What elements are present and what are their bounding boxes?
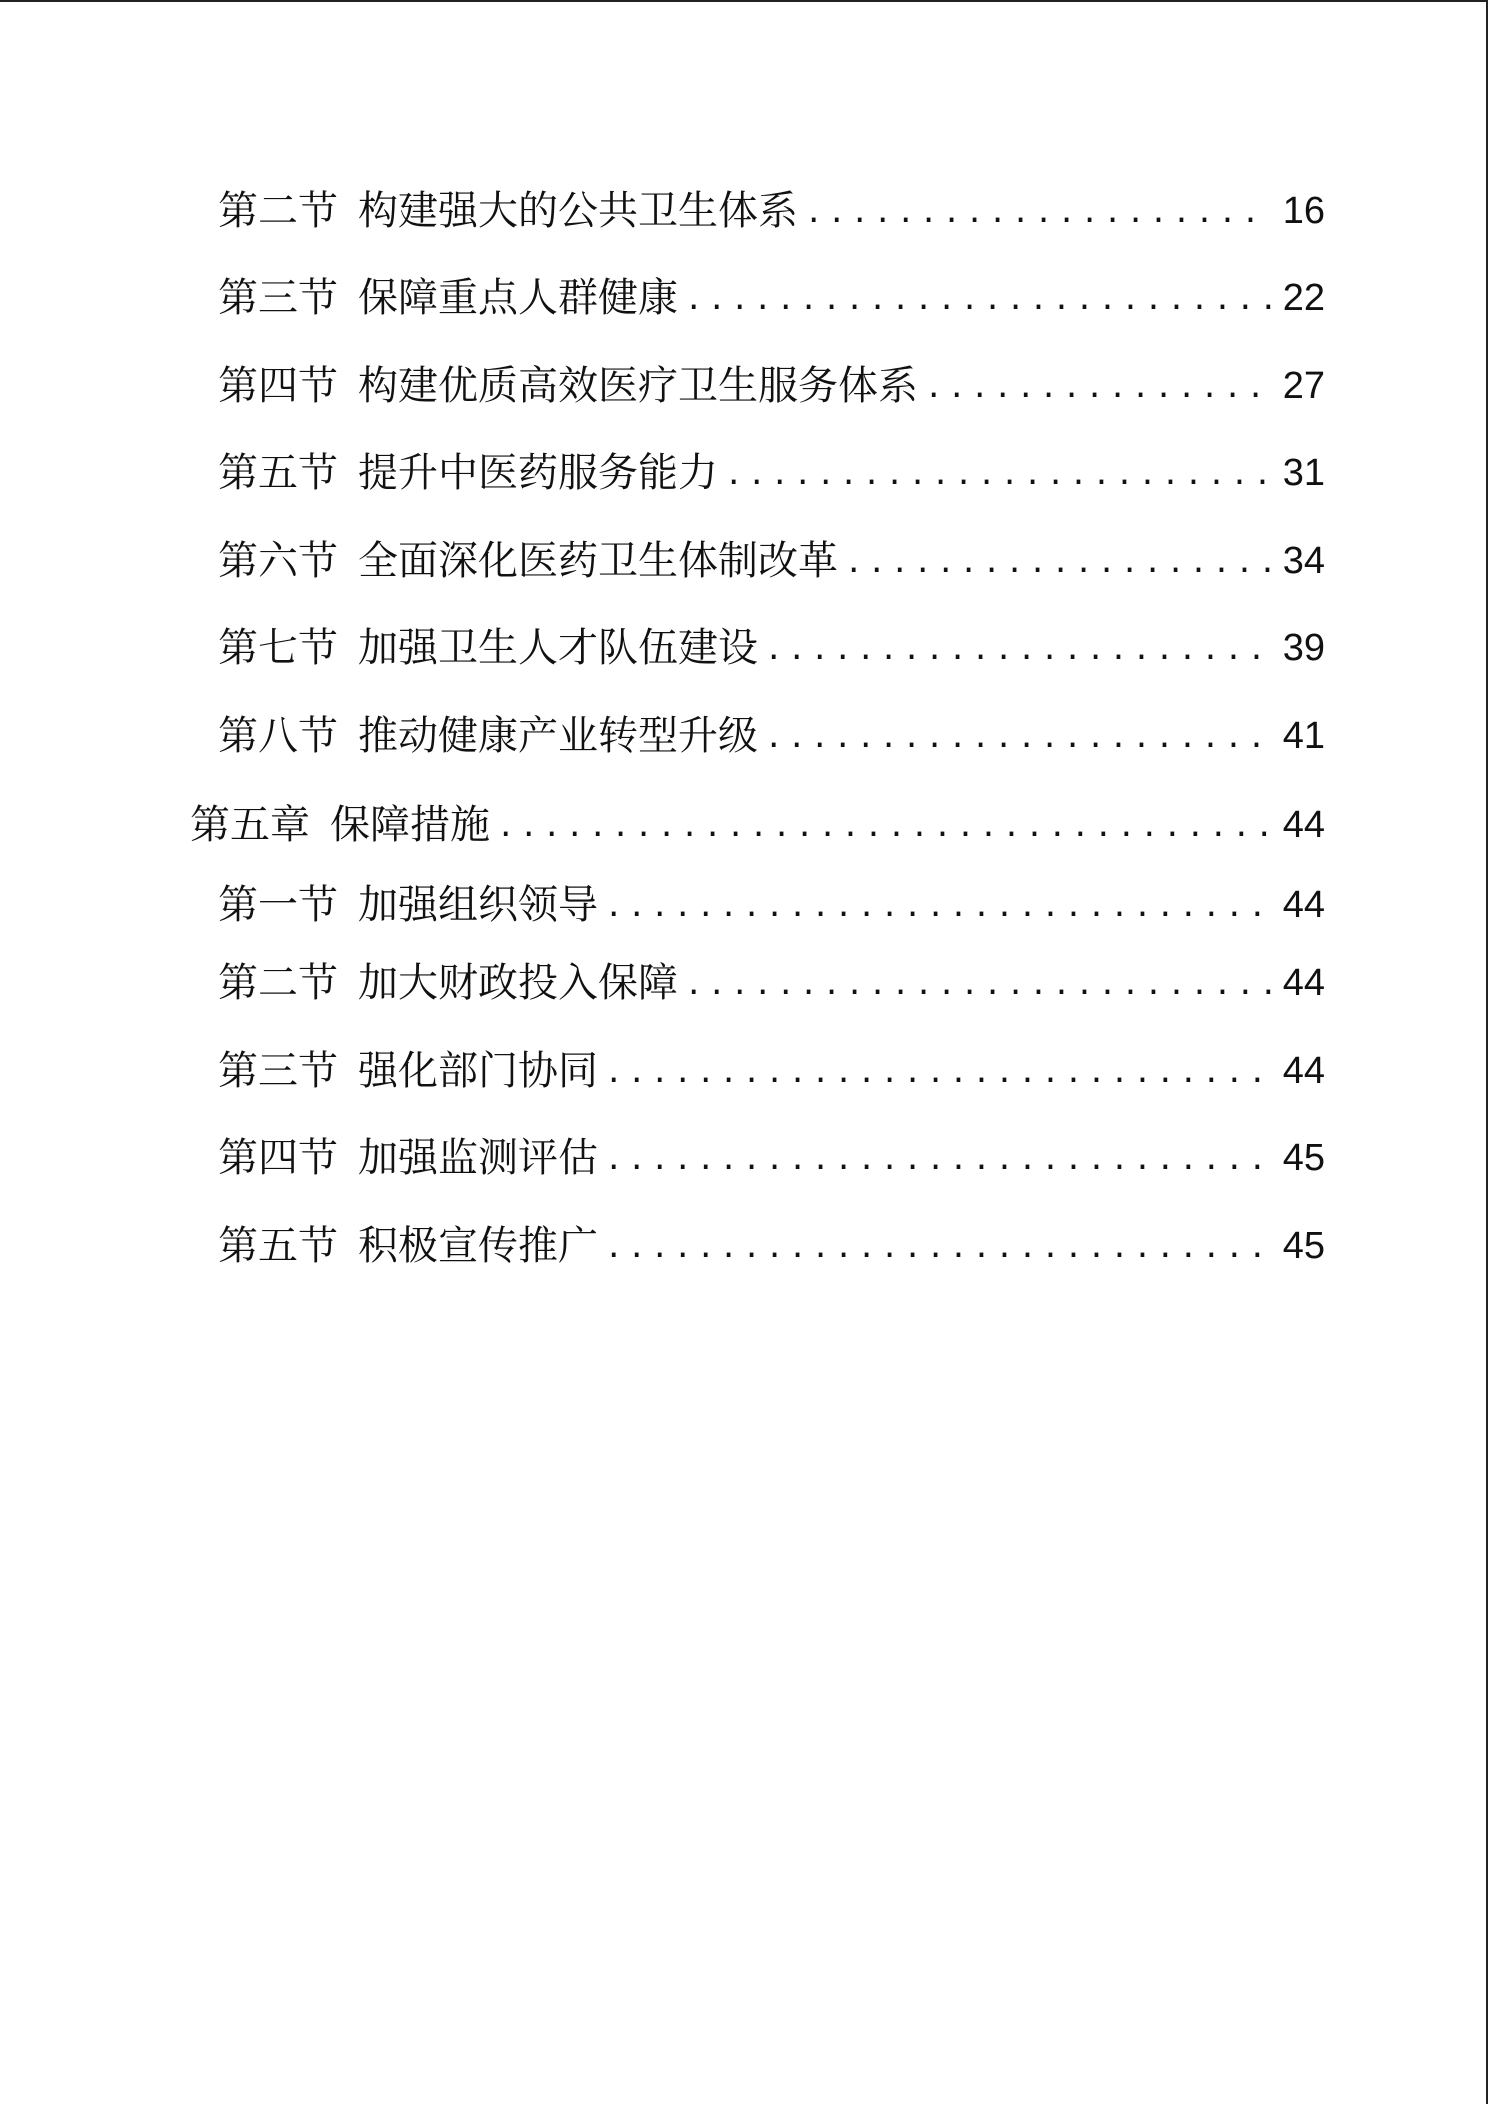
toc-section-title: 强化部门协同 [358, 1047, 598, 1094]
toc-page-number: 45 [1282, 1224, 1325, 1267]
toc-entry-label [218, 625, 758, 672]
toc-entry[interactable] [190, 605, 1325, 693]
toc-entry[interactable] [190, 1202, 1325, 1290]
dot-leader [928, 366, 1271, 406]
dot-leader [608, 885, 1271, 925]
toc-entry-label [218, 1047, 598, 1094]
toc-page-number: 34 [1282, 539, 1325, 582]
toc-page-number: 27 [1282, 364, 1325, 407]
toc-page-number: 45 [1282, 1137, 1325, 1180]
toc-section-title: 加大财政投入保障 [358, 960, 678, 1007]
toc-entry[interactable] [190, 167, 1325, 255]
toc-entry-label [218, 275, 678, 322]
toc-page-number: 39 [1282, 627, 1325, 670]
dot-leader [728, 453, 1271, 493]
toc-entry-label [190, 801, 490, 848]
toc-chapter-entry[interactable] [190, 780, 1325, 870]
toc-page-number: 44 [1282, 803, 1325, 846]
dot-leader [808, 191, 1271, 231]
toc-entry-label [218, 450, 718, 497]
toc-section-title: 加强组织领导 [358, 881, 598, 928]
toc-section-number: 第一节 [218, 881, 338, 928]
toc-section-title: 加强卫生人才队伍建设 [358, 625, 758, 672]
toc-chapter-title: 保障措施 [330, 801, 490, 848]
dot-leader [768, 716, 1271, 756]
toc-entry-label [218, 881, 598, 928]
toc-entry[interactable] [190, 430, 1325, 518]
toc-page-number: 22 [1282, 277, 1325, 320]
dot-leader [848, 541, 1271, 581]
dot-leader [608, 1138, 1271, 1178]
dot-leader [768, 628, 1271, 668]
toc-section-number: 第五节 [218, 1222, 338, 1269]
toc-section-number: 第七节 [218, 625, 338, 672]
toc-section-number: 第三节 [218, 275, 338, 322]
dot-leader [688, 963, 1271, 1003]
toc-section-title: 提升中医药服务能力 [358, 450, 718, 497]
toc-page-number: 44 [1282, 883, 1325, 926]
toc-section-title: 全面深化医药卫生体制改革 [358, 537, 838, 584]
toc-section-number: 第五节 [218, 450, 338, 497]
toc-entry[interactable] [190, 870, 1325, 940]
toc-section-number: 第二节 [218, 960, 338, 1007]
toc-page-number: 44 [1282, 962, 1325, 1005]
toc-entry[interactable] [190, 1027, 1325, 1115]
toc-entry-label [218, 537, 838, 584]
dot-leader [688, 278, 1271, 318]
toc-entry[interactable] [190, 517, 1325, 605]
toc-page-number: 44 [1282, 1049, 1325, 1092]
toc-section-title: 构建优质高效医疗卫生服务体系 [358, 362, 918, 409]
toc-page-number: 16 [1282, 189, 1325, 232]
toc-section-title: 推动健康产业转型升级 [358, 712, 758, 759]
toc-section-number: 第四节 [218, 1135, 338, 1182]
dot-leader [500, 805, 1271, 845]
toc-entry[interactable] [190, 255, 1325, 343]
toc-chapter-number: 第五章 [190, 801, 310, 848]
dot-leader [608, 1051, 1271, 1091]
toc-page-number: 41 [1282, 714, 1325, 757]
toc-entry-label [218, 1222, 598, 1269]
toc-entry-label [218, 712, 758, 759]
toc-entry-label [218, 960, 678, 1007]
toc-section-title: 构建强大的公共卫生体系 [358, 187, 798, 234]
table-of-contents [190, 167, 1325, 1290]
toc-section-number: 第八节 [218, 712, 338, 759]
toc-section-title: 保障重点人群健康 [358, 275, 678, 322]
toc-entry[interactable] [190, 692, 1325, 780]
toc-section-number: 第六节 [218, 537, 338, 584]
toc-section-title: 积极宣传推广 [358, 1222, 598, 1269]
toc-section-title: 加强监测评估 [358, 1135, 598, 1182]
toc-section-number: 第二节 [218, 187, 338, 234]
toc-entry-label [218, 1135, 598, 1182]
toc-section-number: 第三节 [218, 1047, 338, 1094]
toc-entry-label [218, 187, 798, 234]
dot-leader [608, 1226, 1271, 1266]
toc-section-number: 第四节 [218, 362, 338, 409]
toc-entry[interactable] [190, 940, 1325, 1028]
toc-entry[interactable] [190, 342, 1325, 430]
toc-page-number: 31 [1282, 452, 1325, 495]
toc-entry-label [218, 362, 918, 409]
toc-entry[interactable] [190, 1115, 1325, 1203]
